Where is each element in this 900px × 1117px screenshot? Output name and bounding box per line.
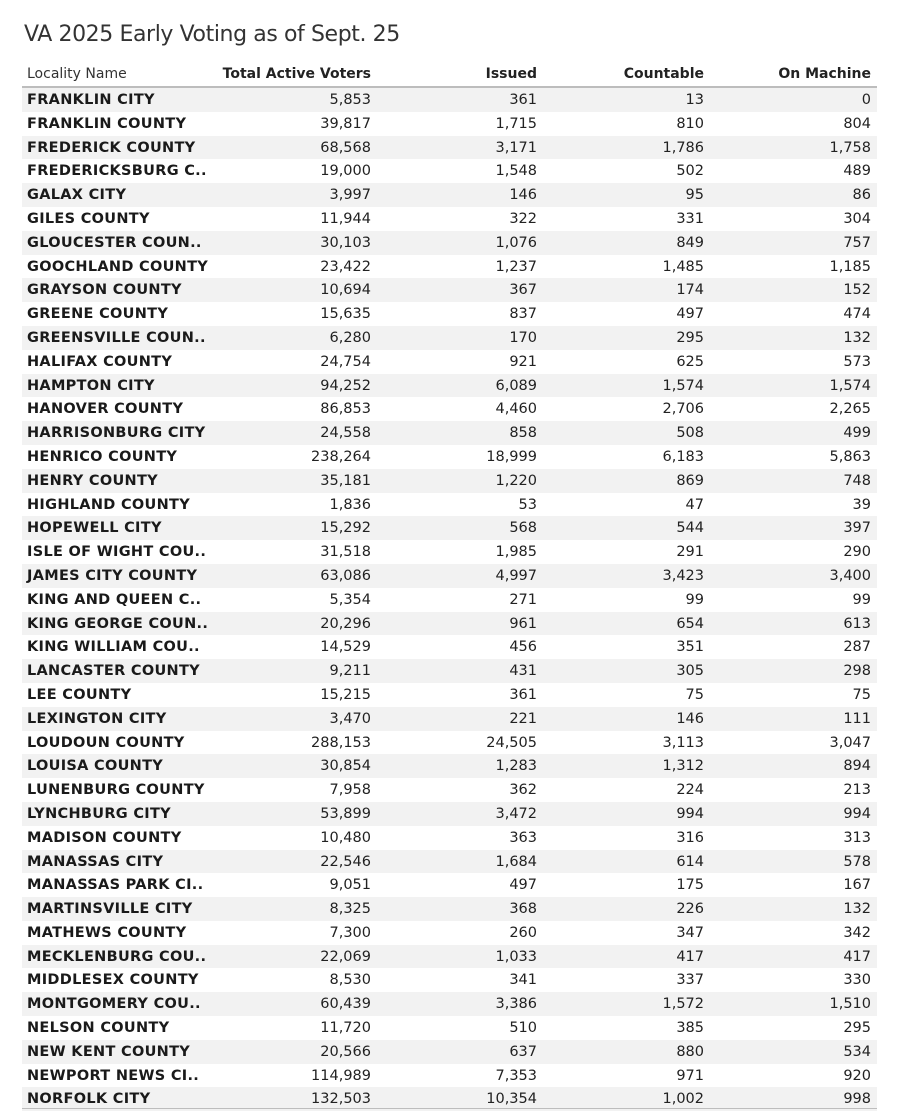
- locality-name-cell: KING WILLIAM COU..: [27, 639, 200, 656]
- on-machine-cell: 397: [843, 520, 871, 537]
- total-active-voters-cell: 22,546: [320, 853, 371, 870]
- on-machine-cell: 167: [843, 877, 871, 894]
- locality-name-cell: MARTINSVILLE CITY: [27, 901, 193, 918]
- countable-cell: 869: [676, 472, 704, 489]
- on-machine-cell: 86: [852, 187, 871, 204]
- total-active-voters-cell: 8,530: [329, 972, 371, 989]
- data-table: [22, 64, 877, 1111]
- table-row: [22, 897, 877, 921]
- countable-cell: 810: [676, 115, 704, 132]
- total-active-voters-cell: 68,568: [320, 139, 371, 156]
- issued-cell: 146: [509, 187, 537, 204]
- locality-name-cell: HOPEWELL CITY: [27, 520, 162, 537]
- countable-cell: 654: [676, 615, 704, 632]
- countable-cell: 47: [685, 496, 704, 513]
- issued-cell: 1,076: [495, 234, 537, 251]
- on-machine-cell: 757: [843, 234, 871, 251]
- locality-name-cell: GALAX CITY: [27, 187, 127, 204]
- countable-cell: 1,572: [662, 996, 704, 1013]
- total-active-voters-cell: 11,944: [320, 210, 371, 227]
- countable-cell: 1,786: [662, 139, 704, 156]
- on-machine-cell: 152: [843, 282, 871, 299]
- total-active-voters-cell: 23,422: [320, 258, 371, 275]
- total-active-voters-cell: 35,181: [320, 472, 371, 489]
- locality-name-cell: LEE COUNTY: [27, 686, 132, 703]
- table-row: [22, 921, 877, 945]
- chart-title: VA 2025 Early Voting as of Sept. 25: [24, 22, 400, 47]
- column-header-countable[interactable]: Countable: [623, 66, 704, 82]
- countable-cell: 3,113: [662, 734, 704, 751]
- total-active-voters-cell: 30,103: [320, 234, 371, 251]
- locality-name-cell: GREENSVILLE COUN..: [27, 329, 206, 346]
- on-machine-cell: 499: [843, 425, 871, 442]
- table-row: [22, 731, 877, 755]
- issued-cell: 368: [509, 901, 537, 918]
- countable-cell: 385: [676, 1020, 704, 1037]
- locality-name-cell: HENRY COUNTY: [27, 472, 158, 489]
- issued-cell: 170: [509, 329, 537, 346]
- total-active-voters-cell: 8,325: [329, 901, 371, 918]
- on-machine-cell: 748: [843, 472, 871, 489]
- table-row: [22, 707, 877, 731]
- table-row: [22, 88, 877, 112]
- issued-cell: 1,985: [495, 544, 537, 561]
- table-row: [22, 683, 877, 707]
- table-row: [22, 635, 877, 659]
- locality-name-cell: ISLE OF WIGHT COU..: [27, 544, 207, 561]
- total-active-voters-cell: 1,836: [329, 496, 371, 513]
- issued-cell: 510: [509, 1020, 537, 1037]
- countable-cell: 175: [676, 877, 704, 894]
- locality-name-cell: KING GEORGE COUN..: [27, 615, 209, 632]
- table-row: [22, 850, 877, 874]
- issued-cell: 271: [509, 591, 537, 608]
- locality-name-cell: LUNENBURG COUNTY: [27, 782, 205, 799]
- column-header-locality-name[interactable]: Locality Name: [27, 66, 127, 82]
- on-machine-cell: 1,758: [829, 139, 871, 156]
- table-row: [22, 231, 877, 255]
- issued-cell: 341: [509, 972, 537, 989]
- total-active-voters-cell: 7,958: [329, 782, 371, 799]
- table-row: [22, 1064, 877, 1088]
- locality-name-cell: MANASSAS CITY: [27, 853, 164, 870]
- total-active-voters-cell: 114,989: [311, 1067, 371, 1084]
- on-machine-cell: 304: [843, 210, 871, 227]
- total-active-voters-cell: 53,899: [320, 805, 371, 822]
- on-machine-cell: 3,400: [829, 567, 871, 584]
- countable-cell: 1,312: [662, 758, 704, 775]
- issued-cell: 1,715: [495, 115, 537, 132]
- locality-name-cell: JAMES CITY COUNTY: [27, 567, 198, 584]
- total-active-voters-cell: 30,854: [320, 758, 371, 775]
- total-active-voters-cell: 22,069: [320, 948, 371, 965]
- table-row: [22, 302, 877, 326]
- table-row: [22, 493, 877, 517]
- locality-name-cell: GREENE COUNTY: [27, 306, 169, 323]
- total-active-voters-cell: 9,211: [329, 663, 371, 680]
- countable-cell: 95: [685, 187, 704, 204]
- locality-name-cell: MATHEWS COUNTY: [27, 924, 187, 941]
- locality-name-cell: HALIFAX COUNTY: [27, 353, 173, 370]
- table-row: [22, 945, 877, 969]
- issued-cell: 456: [509, 639, 537, 656]
- on-machine-cell: 0: [861, 92, 871, 108]
- countable-cell: 146: [676, 710, 704, 727]
- issued-cell: 921: [509, 353, 537, 370]
- total-active-voters-cell: 31,518: [320, 544, 371, 561]
- countable-cell: 544: [676, 520, 704, 537]
- issued-cell: 3,472: [495, 805, 537, 822]
- on-machine-cell: 75: [852, 686, 871, 703]
- on-machine-cell: 132: [843, 329, 871, 346]
- on-machine-cell: 894: [843, 758, 871, 775]
- on-machine-cell: 474: [843, 306, 871, 323]
- table-bottom-rule: [22, 1108, 877, 1109]
- table-row: [22, 612, 877, 636]
- countable-cell: 417: [676, 948, 704, 965]
- on-machine-cell: 994: [843, 805, 871, 822]
- locality-name-cell: LANCASTER COUNTY: [27, 663, 200, 680]
- issued-cell: 322: [509, 210, 537, 227]
- on-machine-cell: 578: [843, 853, 871, 870]
- total-active-voters-cell: 288,153: [311, 734, 371, 751]
- table-row: [22, 516, 877, 540]
- countable-cell: 625: [676, 353, 704, 370]
- countable-cell: 508: [676, 425, 704, 442]
- table-row: [22, 1016, 877, 1040]
- locality-name-cell: KING AND QUEEN C..: [27, 591, 202, 608]
- on-machine-cell: 313: [843, 829, 871, 846]
- total-active-voters-cell: 94,252: [320, 377, 371, 394]
- table-row: [22, 992, 877, 1016]
- on-machine-cell: 3,047: [829, 734, 871, 751]
- on-machine-cell: 1,185: [829, 258, 871, 275]
- locality-name-cell: FREDERICK COUNTY: [27, 139, 196, 156]
- issued-cell: 221: [509, 710, 537, 727]
- on-machine-cell: 998: [843, 1091, 871, 1108]
- column-header-total-active-voters[interactable]: Total Active Voters: [222, 66, 371, 82]
- issued-cell: 3,386: [495, 996, 537, 1013]
- issued-cell: 858: [509, 425, 537, 442]
- total-active-voters-cell: 20,296: [320, 615, 371, 632]
- countable-cell: 1,002: [662, 1091, 704, 1108]
- locality-name-cell: NELSON COUNTY: [27, 1020, 170, 1037]
- countable-cell: 994: [676, 805, 704, 822]
- issued-cell: 24,505: [486, 734, 537, 751]
- on-machine-cell: 804: [843, 115, 871, 132]
- locality-name-cell: FRANKLIN CITY: [27, 92, 155, 108]
- total-active-voters-cell: 3,470: [329, 710, 371, 727]
- issued-cell: 363: [509, 829, 537, 846]
- countable-cell: 6,183: [662, 448, 704, 465]
- total-active-voters-cell: 63,086: [320, 567, 371, 584]
- on-machine-cell: 5,863: [829, 448, 871, 465]
- column-header-issued[interactable]: Issued: [485, 66, 537, 82]
- locality-name-cell: GOOCHLAND COUNTY: [27, 258, 209, 275]
- total-active-voters-cell: 9,051: [329, 877, 371, 894]
- countable-cell: 226: [676, 901, 704, 918]
- on-machine-cell: 132: [843, 901, 871, 918]
- table-row: [22, 207, 877, 231]
- countable-cell: 337: [676, 972, 704, 989]
- locality-name-cell: HAMPTON CITY: [27, 377, 155, 394]
- total-active-voters-cell: 7,300: [329, 924, 371, 941]
- on-machine-cell: 298: [843, 663, 871, 680]
- total-active-voters-cell: 3,997: [329, 187, 371, 204]
- on-machine-cell: 573: [843, 353, 871, 370]
- countable-cell: 174: [676, 282, 704, 299]
- locality-name-cell: GRAYSON COUNTY: [27, 282, 182, 299]
- locality-name-cell: LOUDOUN COUNTY: [27, 734, 185, 751]
- issued-cell: 362: [509, 782, 537, 799]
- issued-cell: 637: [509, 1043, 537, 1060]
- on-machine-cell: 489: [843, 163, 871, 180]
- issued-cell: 361: [509, 92, 537, 108]
- total-active-voters-cell: 19,000: [320, 163, 371, 180]
- table-row: [22, 1040, 877, 1064]
- on-machine-cell: 295: [843, 1020, 871, 1037]
- table-header: [22, 64, 877, 88]
- countable-cell: 224: [676, 782, 704, 799]
- on-machine-cell: 342: [843, 924, 871, 941]
- table-row: [22, 826, 877, 850]
- locality-name-cell: HARRISONBURG CITY: [27, 425, 206, 442]
- countable-cell: 2,706: [662, 401, 704, 418]
- locality-name-cell: MADISON COUNTY: [27, 829, 182, 846]
- total-active-voters-cell: 11,720: [320, 1020, 371, 1037]
- total-active-voters-cell: 10,480: [320, 829, 371, 846]
- issued-cell: 10,354: [486, 1091, 537, 1108]
- countable-cell: 1,485: [662, 258, 704, 275]
- issued-cell: 568: [509, 520, 537, 537]
- locality-name-cell: MANASSAS PARK CI..: [27, 877, 204, 894]
- issued-cell: 837: [509, 306, 537, 323]
- column-header-on-machine[interactable]: On Machine: [778, 66, 871, 82]
- on-machine-cell: 1,510: [829, 996, 871, 1013]
- countable-cell: 305: [676, 663, 704, 680]
- total-active-voters-cell: 24,558: [320, 425, 371, 442]
- table-row: [22, 326, 877, 350]
- locality-name-cell: HANOVER COUNTY: [27, 401, 184, 418]
- countable-cell: 99: [685, 591, 704, 608]
- on-machine-cell: 417: [843, 948, 871, 965]
- locality-name-cell: GLOUCESTER COUN..: [27, 234, 202, 251]
- on-machine-cell: 534: [843, 1043, 871, 1060]
- on-machine-cell: 99: [852, 591, 871, 608]
- on-machine-cell: 613: [843, 615, 871, 632]
- table-row: [22, 136, 877, 160]
- issued-cell: 7,353: [495, 1067, 537, 1084]
- countable-cell: 502: [676, 163, 704, 180]
- issued-cell: 260: [509, 924, 537, 941]
- on-machine-cell: 290: [843, 544, 871, 561]
- countable-cell: 13: [685, 92, 704, 108]
- on-machine-cell: 2,265: [829, 401, 871, 418]
- table-row: [22, 778, 877, 802]
- issued-cell: 1,684: [495, 853, 537, 870]
- table-row: [22, 183, 877, 207]
- locality-name-cell: LEXINGTON CITY: [27, 710, 167, 727]
- table-row: [22, 469, 877, 493]
- issued-cell: 1,220: [495, 472, 537, 489]
- locality-name-cell: GILES COUNTY: [27, 210, 150, 227]
- countable-cell: 849: [676, 234, 704, 251]
- countable-cell: 331: [676, 210, 704, 227]
- issued-cell: 367: [509, 282, 537, 299]
- table-row: [22, 659, 877, 683]
- total-active-voters-cell: 20,566: [320, 1043, 371, 1060]
- locality-name-cell: MECKLENBURG COU..: [27, 948, 207, 965]
- issued-cell: 3,171: [495, 139, 537, 156]
- countable-cell: 614: [676, 853, 704, 870]
- issued-cell: 1,033: [495, 948, 537, 965]
- total-active-voters-cell: 10,694: [320, 282, 371, 299]
- table-row: [22, 754, 877, 778]
- issued-cell: 6,089: [495, 377, 537, 394]
- locality-name-cell: HENRICO COUNTY: [27, 448, 178, 465]
- locality-name-cell: HIGHLAND COUNTY: [27, 496, 191, 513]
- table-row: [22, 873, 877, 897]
- countable-cell: 291: [676, 544, 704, 561]
- on-machine-cell: 39: [852, 496, 871, 513]
- table-row: [22, 421, 877, 445]
- total-active-voters-cell: 132,503: [311, 1091, 371, 1108]
- countable-cell: 316: [676, 829, 704, 846]
- table-row: [22, 278, 877, 302]
- table-row: [22, 445, 877, 469]
- locality-name-cell: MONTGOMERY COU..: [27, 996, 201, 1013]
- locality-name-cell: NEWPORT NEWS CI..: [27, 1067, 200, 1084]
- table-row: [22, 397, 877, 421]
- on-machine-cell: 111: [843, 710, 871, 727]
- total-active-voters-cell: 5,853: [329, 92, 371, 108]
- issued-cell: 4,997: [495, 567, 537, 584]
- issued-cell: 1,237: [495, 258, 537, 275]
- locality-name-cell: FRANKLIN COUNTY: [27, 115, 187, 132]
- table-row: [22, 588, 877, 612]
- countable-cell: 3,423: [662, 567, 704, 584]
- issued-cell: 4,460: [495, 401, 537, 418]
- table-row: [22, 540, 877, 564]
- locality-name-cell: FREDERICKSBURG C..: [27, 163, 207, 180]
- issued-cell: 1,283: [495, 758, 537, 775]
- table-row: [22, 159, 877, 183]
- locality-name-cell: NORFOLK CITY: [27, 1091, 151, 1108]
- total-active-voters-cell: 60,439: [320, 996, 371, 1013]
- on-machine-cell: 213: [843, 782, 871, 799]
- table-row: [22, 374, 877, 398]
- table-row: [22, 968, 877, 992]
- total-active-voters-cell: 15,292: [320, 520, 371, 537]
- on-machine-cell: 920: [843, 1067, 871, 1084]
- issued-cell: 361: [509, 686, 537, 703]
- locality-name-cell: LYNCHBURG CITY: [27, 805, 171, 822]
- table-body: [22, 88, 877, 1111]
- table-row: [22, 802, 877, 826]
- countable-cell: 497: [676, 306, 704, 323]
- total-active-voters-cell: 86,853: [320, 401, 371, 418]
- total-active-voters-cell: 14,529: [320, 639, 371, 656]
- total-active-voters-cell: 15,215: [320, 686, 371, 703]
- total-active-voters-cell: 15,635: [320, 306, 371, 323]
- issued-cell: 1,548: [495, 163, 537, 180]
- on-machine-cell: 287: [843, 639, 871, 656]
- on-machine-cell: 1,574: [829, 377, 871, 394]
- total-active-voters-cell: 24,754: [320, 353, 371, 370]
- table-row: [22, 255, 877, 279]
- countable-cell: 351: [676, 639, 704, 656]
- table-row: [22, 112, 877, 136]
- issued-cell: 497: [509, 877, 537, 894]
- issued-cell: 431: [509, 663, 537, 680]
- countable-cell: 75: [685, 686, 704, 703]
- total-active-voters-cell: 6,280: [329, 329, 371, 346]
- countable-cell: 295: [676, 329, 704, 346]
- countable-cell: 1,574: [662, 377, 704, 394]
- total-active-voters-cell: 238,264: [311, 448, 371, 465]
- issued-cell: 53: [518, 496, 537, 513]
- locality-name-cell: MIDDLESEX COUNTY: [27, 972, 199, 989]
- issued-cell: 961: [509, 615, 537, 632]
- countable-cell: 347: [676, 924, 704, 941]
- locality-name-cell: NEW KENT COUNTY: [27, 1043, 191, 1060]
- total-active-voters-cell: 5,354: [329, 591, 371, 608]
- table-row: [22, 564, 877, 588]
- countable-cell: 880: [676, 1043, 704, 1060]
- issued-cell: 18,999: [486, 448, 537, 465]
- locality-name-cell: LOUISA COUNTY: [27, 758, 164, 775]
- total-active-voters-cell: 39,817: [320, 115, 371, 132]
- on-machine-cell: 330: [843, 972, 871, 989]
- countable-cell: 971: [676, 1067, 704, 1084]
- table-row: [22, 350, 877, 374]
